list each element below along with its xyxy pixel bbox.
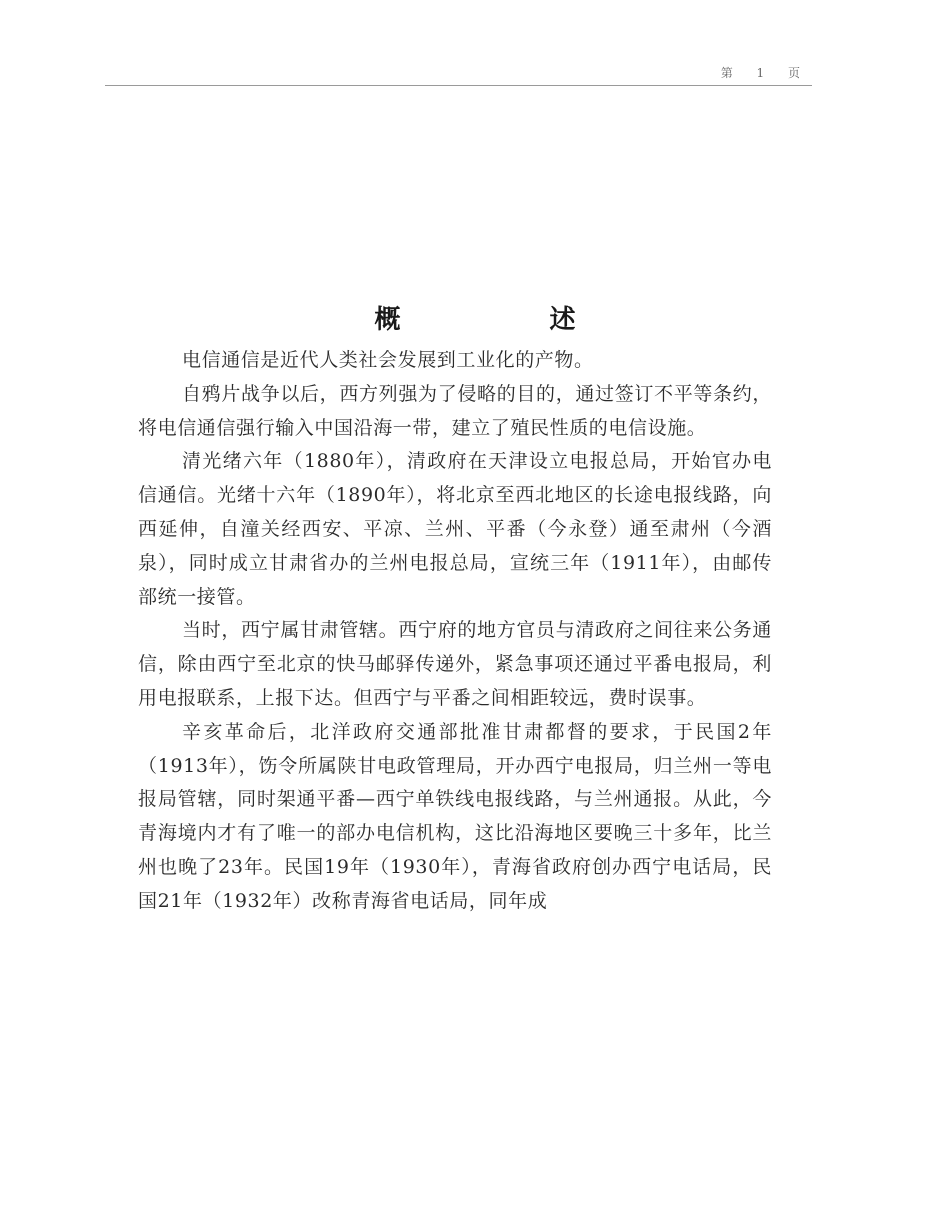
paragraph-5: 辛亥革命后，北洋政府交通部批准甘肃都督的要求，于民国2年（1913年），饬令所属陕甘电政管理局，开办西宁电报局，归兰州一等电报局管辖，同时架通平番—西宁单铁线电报线路，与兰州通报。从此，今青海境内才有了唯一的部办电信机构，这比沿海地区要晚三十多年，比兰州也晚了23年。民国19年（1930年），青海省政府创办西宁电话局，民国21年（1932年）改称青海省电话局，同年成 [138,720,772,912]
header-rule [105,85,812,86]
page-number: 第 1 页 [720,66,810,80]
chapter-title: 概 述 [374,305,646,336]
paragraph-1: 电信通信是近代人类社会发展到工业化的产物。 [182,349,594,371]
paragraph-3: 清光绪六年（1880年），清政府在天津设立电报总局，开始官办电信通信。光绪十六年（1890年），将北京至西北地区的长途电报线路，向西延伸，自潼关经西安、平凉、兰州、平番（今永登）通至肃州（今酒泉），同时成立甘肃省办的兰州电报总局，宣统三年（1911年），由邮传部统一接管。 [138,450,772,608]
paragraph-4: 当时，西宁属甘肃管辖。西宁府的地方官员与清政府之间往来公务通信，除由西宁至北京的快马邮驿传递外，紧急事项还通过平番电报局，利用电报联系，上报下达。但西宁与平番之间相距较远，费时误事。 [138,619,772,709]
body-text [138,344,772,919]
paragraph-2: 自鸦片战争以后，西方列强为了侵略的目的，通过签订不平等条约，将电信通信强行输入中国沿海一带，建立了殖民性质的电信设施。 [138,382,772,439]
